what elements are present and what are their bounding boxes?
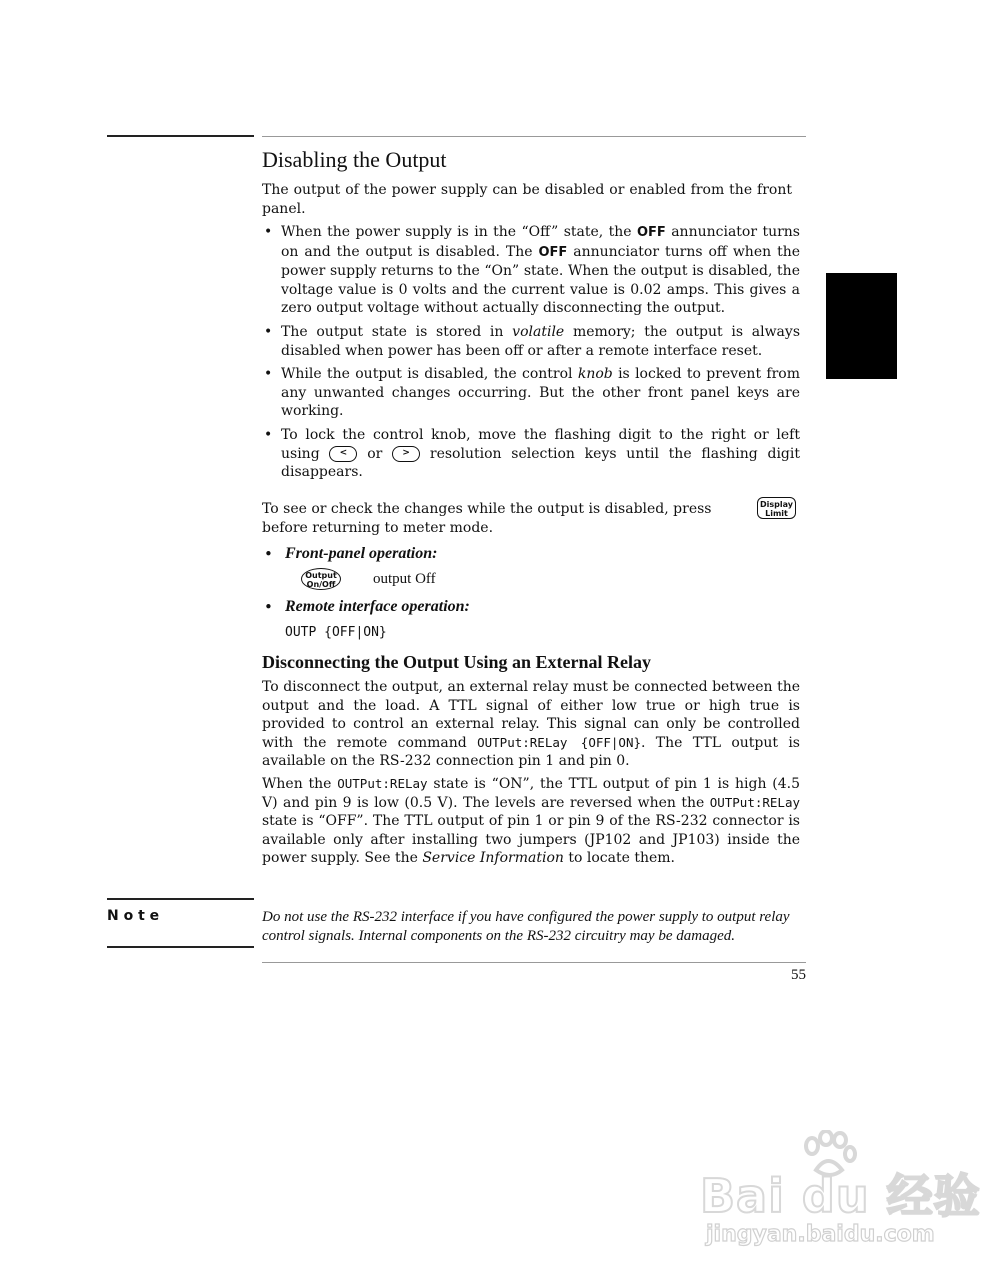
display-limit-key-icon: Display Limit (757, 497, 796, 519)
remote-command: OUTP {OFF|ON} (285, 625, 387, 640)
remote-heading: Remote interface operation: (285, 598, 470, 615)
bullet-list (262, 223, 800, 487)
bullet-marker: • (264, 598, 273, 616)
front-panel-heading: Front-panel operation: (285, 545, 438, 562)
bottom-rule (262, 962, 806, 963)
right-arrow-key-icon: > (392, 446, 420, 462)
relay-paragraph-1: To disconnect the output, an external relay must be connected between the output and the load. A TTL signal of either low true or high true is provided to control an external relay. This signal can only be controlled with the remote command OUTPut:RELay {OFF|ON}. The TTL output is available on the RS-232 connection pin 1 and pin 0. (262, 679, 800, 770)
bullet-item-volatile: • The output state is stored in volatile memory; the output is always disabled when power has been off or after a remote interface reset. (262, 323, 800, 360)
relay-title: Disconnecting the Output Using an External Relay (262, 652, 652, 672)
section-title: Disabling the Output (262, 147, 447, 172)
top-rule-left (107, 135, 254, 137)
note-label: N o t e (107, 908, 160, 924)
intro-paragraph: The output of the power supply can be disabled or enabled from the front panel. (262, 182, 792, 217)
relay-paragraph-2: When the OUTPut:RELay state is “ON”, the TTL output of pin 1 is high (4.5 V) and pin 9 is low (0.5 V). The levels are reversed when the OUTPut:RELay state is “OFF”. The TTL output of pin 1 or pin 9 of the RS-232 connector is available only after installing two jumpers (JP102 and JP103) inside the power supply. See the Service Information to locate them. (262, 776, 800, 867)
note-rule-bottom (107, 946, 254, 948)
chapter-tab (826, 273, 897, 379)
note-rule-top (107, 898, 254, 900)
watermark-brand: Bai du 经验 (700, 1169, 981, 1223)
left-arrow-key-icon: < (329, 446, 357, 462)
watermark (700, 1130, 981, 1250)
bullet-item-lock: • To lock the control knob, move the flashing digit to the right or left using < or > resolution selection keys until the flashing digit disappears. (262, 426, 800, 482)
top-rule-right (262, 136, 806, 137)
output-onoff-key-icon: Output On/Off (301, 568, 341, 590)
off-annunciator: OFF (538, 244, 568, 260)
note-text: Do not use the RS-232 interface if you have configured the power supply to output relay control signals. Internal components on the RS-232 circuitry may be damaged. (262, 909, 790, 944)
check-paragraph-line2: before returning to meter mode. (262, 520, 494, 536)
check-paragraph-line1: To see or check the changes while the output is disabled, press (262, 501, 712, 517)
watermark-url: jingyan.baidu.com (706, 1222, 935, 1247)
bullet-marker: • (264, 545, 273, 563)
off-annunciator: OFF (636, 225, 666, 240)
page-number: 55 (791, 967, 806, 983)
front-panel-caption: output Off (373, 571, 436, 587)
bullet-item-knob: • While the output is disabled, the control knob is locked to prevent from any unwanted changes occurring. But the other front panel keys are working. (262, 365, 800, 421)
bullet-item-off-state: • When the power supply is in the “Off” state, the OFF annunciator turns on and the output is disabled. The OFF annunciator turns off when the power supply returns to the “On” state. When the output is disabled, the voltage value is 0 volts and the current value is 0.02 amps. This gives a zero output voltage without actually disconnecting the output. (262, 223, 800, 318)
